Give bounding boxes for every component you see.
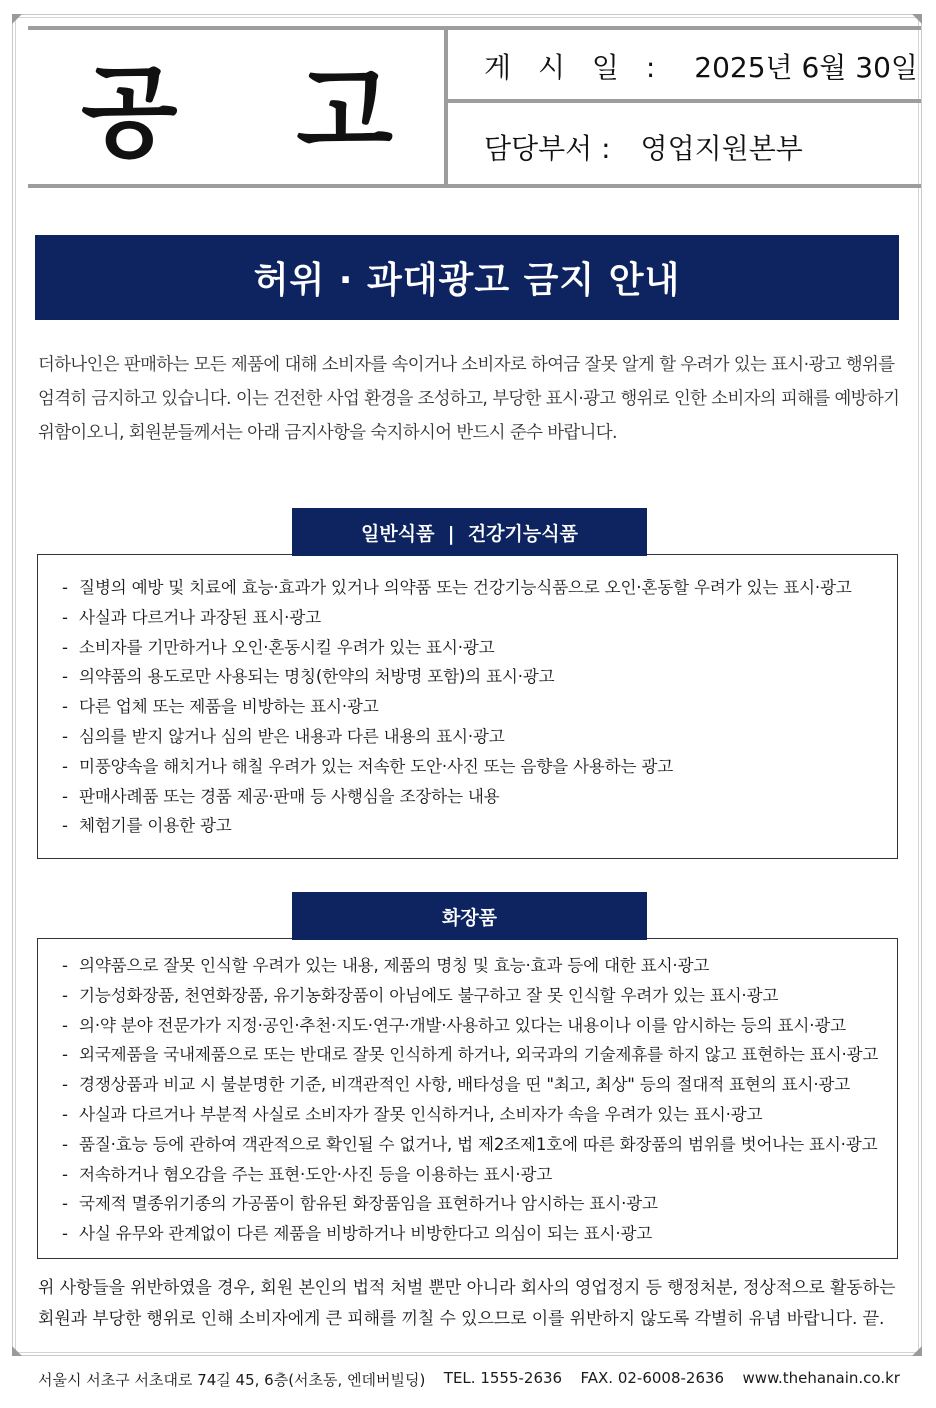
- footer-address: 서울시 서초구 서초대로 74길 45, 6층(서초동, 엔데버빌딩): [38, 1371, 426, 1389]
- cosmetics-rules-box: [37, 938, 898, 1259]
- closing-line: 위 사항들을 위반하였을 경우, 회원 본인의 법적 처벌 뿐만 아니라 회사의 영업정지 등 행정처분, 정상적으로 활동하는: [38, 1278, 896, 1298]
- header-top-rule: [28, 26, 921, 30]
- list-item: - 체험기를 이용한 광고: [62, 816, 232, 836]
- list-item: - 소비자를 기만하거나 오인·혼동시킬 우려가 있는 표시·광고: [62, 637, 495, 657]
- post-date-value: 2025년 6월 30일: [694, 51, 918, 84]
- footer-fax: FAX. 02-6008-2636: [580, 1369, 725, 1387]
- intro-paragraph: [38, 348, 898, 450]
- list-item: - 의약품으로 잘못 인식할 우려가 있는 내용, 제품의 명칭 및 효능·효과 등에 대한 표시·광고: [62, 956, 710, 975]
- department-label: 담당부서 :: [484, 132, 611, 165]
- list-item: - 사실 유무와 관계없이 다른 제품을 비방하거나 비방한다고 의심이 되는 표시·광고: [62, 1224, 653, 1244]
- header-bottom-rule: [28, 184, 921, 188]
- intro-line: 엄격히 금지하고 있습니다. 이는 건전한 사업 환경을 조성하고, 부당한 표시·광고 행위로 인한 소비자의 피해를 예방하기: [38, 389, 900, 409]
- list-item: - 경쟁상품과 비교 시 불분명한 기준, 비객관적인 사항, 배타성을 띤 "최고, 최상" 등의 절대적 표현의 표시·광고: [62, 1075, 851, 1095]
- header-middle-rule: [448, 99, 921, 103]
- list-item: - 다른 업체 또는 제품을 비방하는 표시·광고: [62, 697, 379, 717]
- notice-banner-title: 허위 · 과대광고 금지 안내: [35, 235, 899, 320]
- list-item: - 의·약 분야 전문가가 지정·공인·추천·지도·연구·개발·사용하고 있다는 내용이나 이를 암시하는 등의 표시·광고: [62, 1015, 846, 1035]
- post-date-row: [484, 46, 918, 86]
- list-item: - 판매사례품 또는 경품 제공·판매 등 사행심을 조장하는 내용: [62, 786, 500, 806]
- list-item: - 품질·효능 등에 관하여 객관적으로 확인될 수 없거나, 법 제2조제1호에 따른 화장품의 범위를 벗어나는 표시·광고: [62, 1134, 878, 1154]
- list-item: - 의약품의 용도로만 사용되는 명칭(한약의 처방명 포함)의 표시·광고: [62, 667, 555, 687]
- department-row: [484, 127, 803, 167]
- notice-title: 공 고: [80, 54, 435, 171]
- footer-website-link[interactable]: www.thehanain.co.kr: [742, 1369, 900, 1387]
- corner-ornament-bottom-left: [12, 1346, 22, 1356]
- food-rules-box: [37, 554, 898, 859]
- footer: [38, 1369, 900, 1390]
- intro-line: 더하나인은 판매하는 모든 제품에 대해 소비자를 속이거나 소비자로 하여금 잘못 알게 할 우려가 있는 표시·광고 행위를: [38, 355, 895, 375]
- corner-ornament-top-right: [912, 14, 922, 24]
- list-item: - 저속하거나 혐오감을 주는 표현·도안·사진 등을 이용하는 표시·광고: [62, 1164, 553, 1184]
- list-item: - 질병의 예방 및 치료에 효능·효과가 있거나 의약품 또는 건강기능식품으로 오인·혼동할 우려가 있는 표시·광고: [62, 578, 852, 597]
- intro-line: 위함이오니, 회원분들께서는 아래 금지사항을 숙지하시어 반드시 준수 바랍니다.: [38, 423, 617, 443]
- closing-paragraph: [38, 1273, 898, 1335]
- cosmetics-section-heading: 화장품: [292, 892, 647, 940]
- list-item: - 외국제품을 국내제품으로 또는 반대로 잘못 인식하게 하거나, 외국과의 기술제휴를 하지 않고 표현하는 표시·광고: [62, 1045, 879, 1065]
- list-item: - 미풍양속을 해치거나 해칠 우려가 있는 저속한 도안·사진 또는 음향을 사용하는 광고: [62, 756, 674, 776]
- list-item: - 국제적 멸종위기종의 가공품이 함유된 화장품임을 표현하거나 암시하는 표시·광고: [62, 1194, 658, 1214]
- footer-tel: TEL. 1555-2636: [443, 1369, 563, 1387]
- food-section-heading: 일반식품 | 건강기능식품: [292, 508, 647, 556]
- list-item: - 기능성화장품, 천연화장품, 유기농화장품이 아님에도 불구하고 잘 못 인식할 우려가 있는 표시·광고: [62, 985, 779, 1005]
- list-item: - 사실과 다르거나 부분적 사실로 소비자가 잘못 인식하거나, 소비자가 속을 우려가 있는 표시·광고: [62, 1104, 763, 1124]
- department-value: 영업지원본부: [640, 132, 803, 165]
- list-item: - 사실과 다르거나 과장된 표시·광고: [62, 607, 321, 627]
- closing-line: 회원과 부당한 행위로 인해 소비자에게 큰 피해를 끼칠 수 있으므로 이를 위반하지 않도록 각별히 유념 바랍니다. 끝.: [38, 1309, 885, 1329]
- post-date-label: 게 시 일 :: [484, 51, 665, 84]
- corner-ornament-top-left: [12, 14, 22, 24]
- list-item: - 심의를 받지 않거나 심의 받은 내용과 다른 내용의 표시·광고: [62, 726, 505, 746]
- corner-ornament-bottom-right: [912, 1346, 922, 1356]
